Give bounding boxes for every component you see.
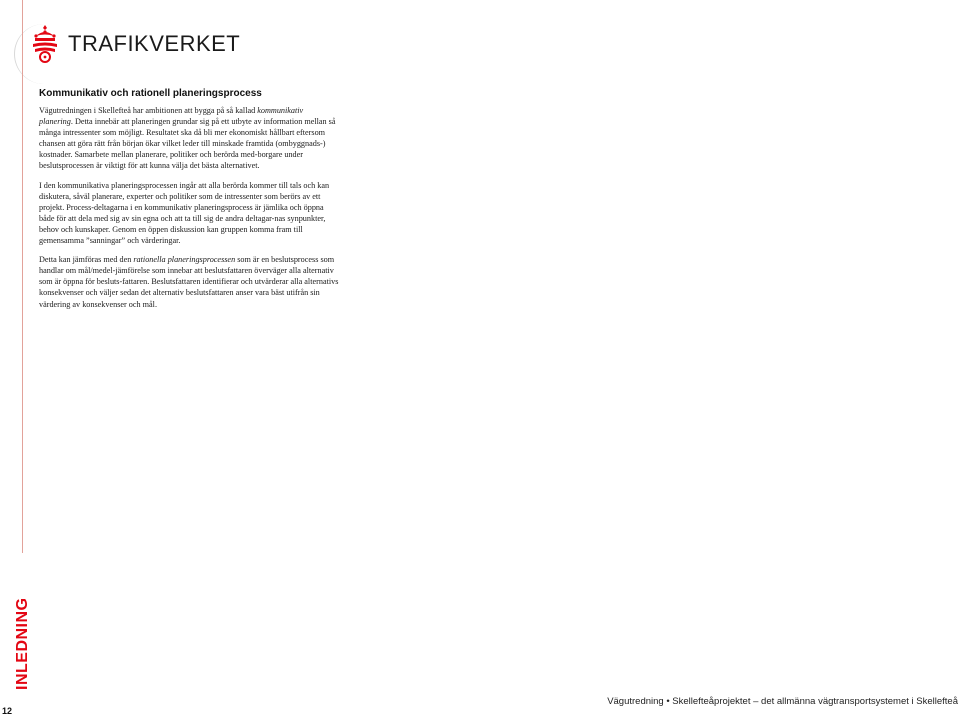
paragraph-1 [39,105,339,172]
paragraph-2: I den kommunikativa planeringsprocessen ingår att alla berörda kommer till tals och kan diskutera, såväl planerare, experter och politiker som de intressenter som berörs av ett projekt. Process-deltagarna i en kommunikativ planeringsprocess är jämlika och öppna både för att dela med sig av sin egna och att ta till sig de andra deltagar-nas synpunkter, behov och kunskaper. Genom en öppen diskussion kan gruppen komma fram till gemensamma ”sanningar” och värderingar. [39,180,330,246]
paragraph-1-a: Vägutredningen i Skellefteå har ambitionen att bygga på så kallad [39,106,258,115]
section-heading: Kommunikativ och rationell planeringsprocess [39,88,262,99]
article-body [39,88,339,318]
paragraph-3-b: som är en beslutsprocess som handlar om mål/medel-jämförelse som innebar att beslutsfattaren överväger alla alternativ som är öppna för besluts-fattaren. Beslutsfattaren identifierar och utvärderar alla alternativs konsekvenser och väljer sedan det alternativ beslutsfattaren anser vara bäst utifrån sin värdering av konsekvenser och mål. [39,255,339,309]
margin-rule [22,0,23,553]
paragraph-1-emphasis: kommunikativ planering [39,106,304,127]
trafikverket-logo [30,24,240,64]
crown-logo-icon [30,24,60,64]
paragraph-1-b: . Detta innebär att planeringen grundar sig på ett utbyte av information mellan så många intressenter som möjligt. Resultatet ska då bli mer ekonomiskt hållbart eftersom chansen att göra rätt från början ökar vilket leder till minskade framtida (ombyggnads-) kostnader. Samarbete mellan planerare, politiker och berörda med-borgare under beslutsprocessen är viktigt för att kunna välja det bästa alternativet. [39,117,336,171]
page-number: 12 [2,706,13,716]
paragraph-3 [39,254,339,309]
chapter-side-label: INLEDNING [14,597,31,690]
brand-name: TRAFIKVERKET [68,31,241,56]
paragraph-3-a: Detta kan jämföras med den [39,255,134,265]
page-footer: Vägutredning • Skellefteåprojektet – det allmänna vägtransportsystemet i Skellefteå [607,696,958,707]
paragraph-3-emphasis: rationella planeringsprocessen [133,255,236,265]
